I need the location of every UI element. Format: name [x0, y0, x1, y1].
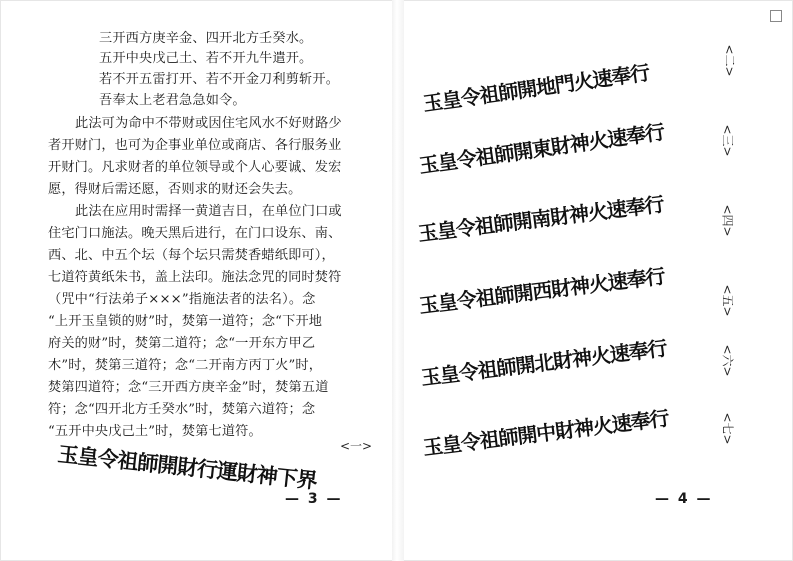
talisman-2: 玉皇令祖師開地門火速奉行	[421, 60, 651, 116]
talisman-4: 玉皇令祖師開南財神火速奉行	[416, 191, 665, 246]
text-line: 木”时，焚第三道符；念“二开南方丙丁火”时，	[48, 358, 323, 373]
talisman-5: 玉皇令祖師開西財神火速奉行	[417, 263, 666, 318]
text-line: 府关的财”时，焚第二道符；念“一开东方甲乙	[48, 336, 316, 351]
text-line: 若不开五雷打开、若不开金刀利剪斩开。	[99, 72, 340, 87]
text-line: 吾奉太上老君急急如令。	[99, 93, 246, 108]
talisman-3: 玉皇令祖師開東財神火速奉行	[417, 119, 666, 178]
talisman-label: <三>	[720, 124, 735, 157]
text-line: 愿，得财后需还愿，否则求的财还会失去。	[48, 182, 302, 197]
text-line: 此法在应用时需择一黄道吉日，在单位门口或	[75, 204, 342, 219]
talisman-label: <四>	[720, 204, 735, 237]
talisman-label: <六>	[720, 344, 735, 377]
text-line: 五开中央戊己土、若不开九牛遣开。	[99, 51, 313, 66]
text-line: “五开中央戊己土”时，焚第七道符。	[48, 424, 262, 439]
talisman-label: <二>	[722, 44, 737, 77]
talisman-label: <一>	[340, 439, 373, 453]
talisman-1: 玉皇令祖師開財行運財神下界	[56, 441, 318, 494]
book-gutter	[392, 0, 404, 561]
text-line: “上开玉皇锁的财”时，焚第一道符；念“下开地	[48, 314, 323, 329]
page-number: — 3 —	[285, 491, 343, 507]
text-line: 西、北、中五个坛（每个坛只需焚香蜡纸即可），	[48, 248, 335, 263]
page-number: — 4 —	[655, 491, 713, 507]
talisman-label: <五>	[720, 284, 735, 317]
text-line: 七道符黄纸朱书，盖上法印。施法念咒的同时焚符	[48, 270, 342, 285]
talisman-7: 玉皇令祖師開中財神火速奉行	[421, 405, 670, 460]
corner-mark	[770, 10, 782, 22]
talisman-6: 玉皇令祖師開北財神火速奉行	[419, 335, 668, 390]
text-line: 符；念“四开北方壬癸水”时，焚第六道符；念	[48, 402, 316, 417]
text-line: 三开西方庚辛金、四开北方壬癸水。	[99, 31, 313, 46]
text-line: 焚第四道符；念“三开西方庚辛金”时，焚第五道	[48, 380, 329, 395]
text-line: （咒中“行法弟子×××”指施法者的法名）。念	[48, 292, 316, 307]
text-line: 开财门。凡求财者的单位领导或个人心要诚、发宏	[48, 160, 342, 175]
text-line: 者开财门，也可为企事业单位或商店、各行服务业	[48, 138, 342, 153]
text-line: 此法可为命中不带财或因住宅风水不好财路少	[75, 116, 342, 131]
text-line: 住宅门口施法。晚天黑后进行，在门口设东、南、	[48, 226, 342, 241]
talisman-label: <七>	[720, 412, 735, 445]
